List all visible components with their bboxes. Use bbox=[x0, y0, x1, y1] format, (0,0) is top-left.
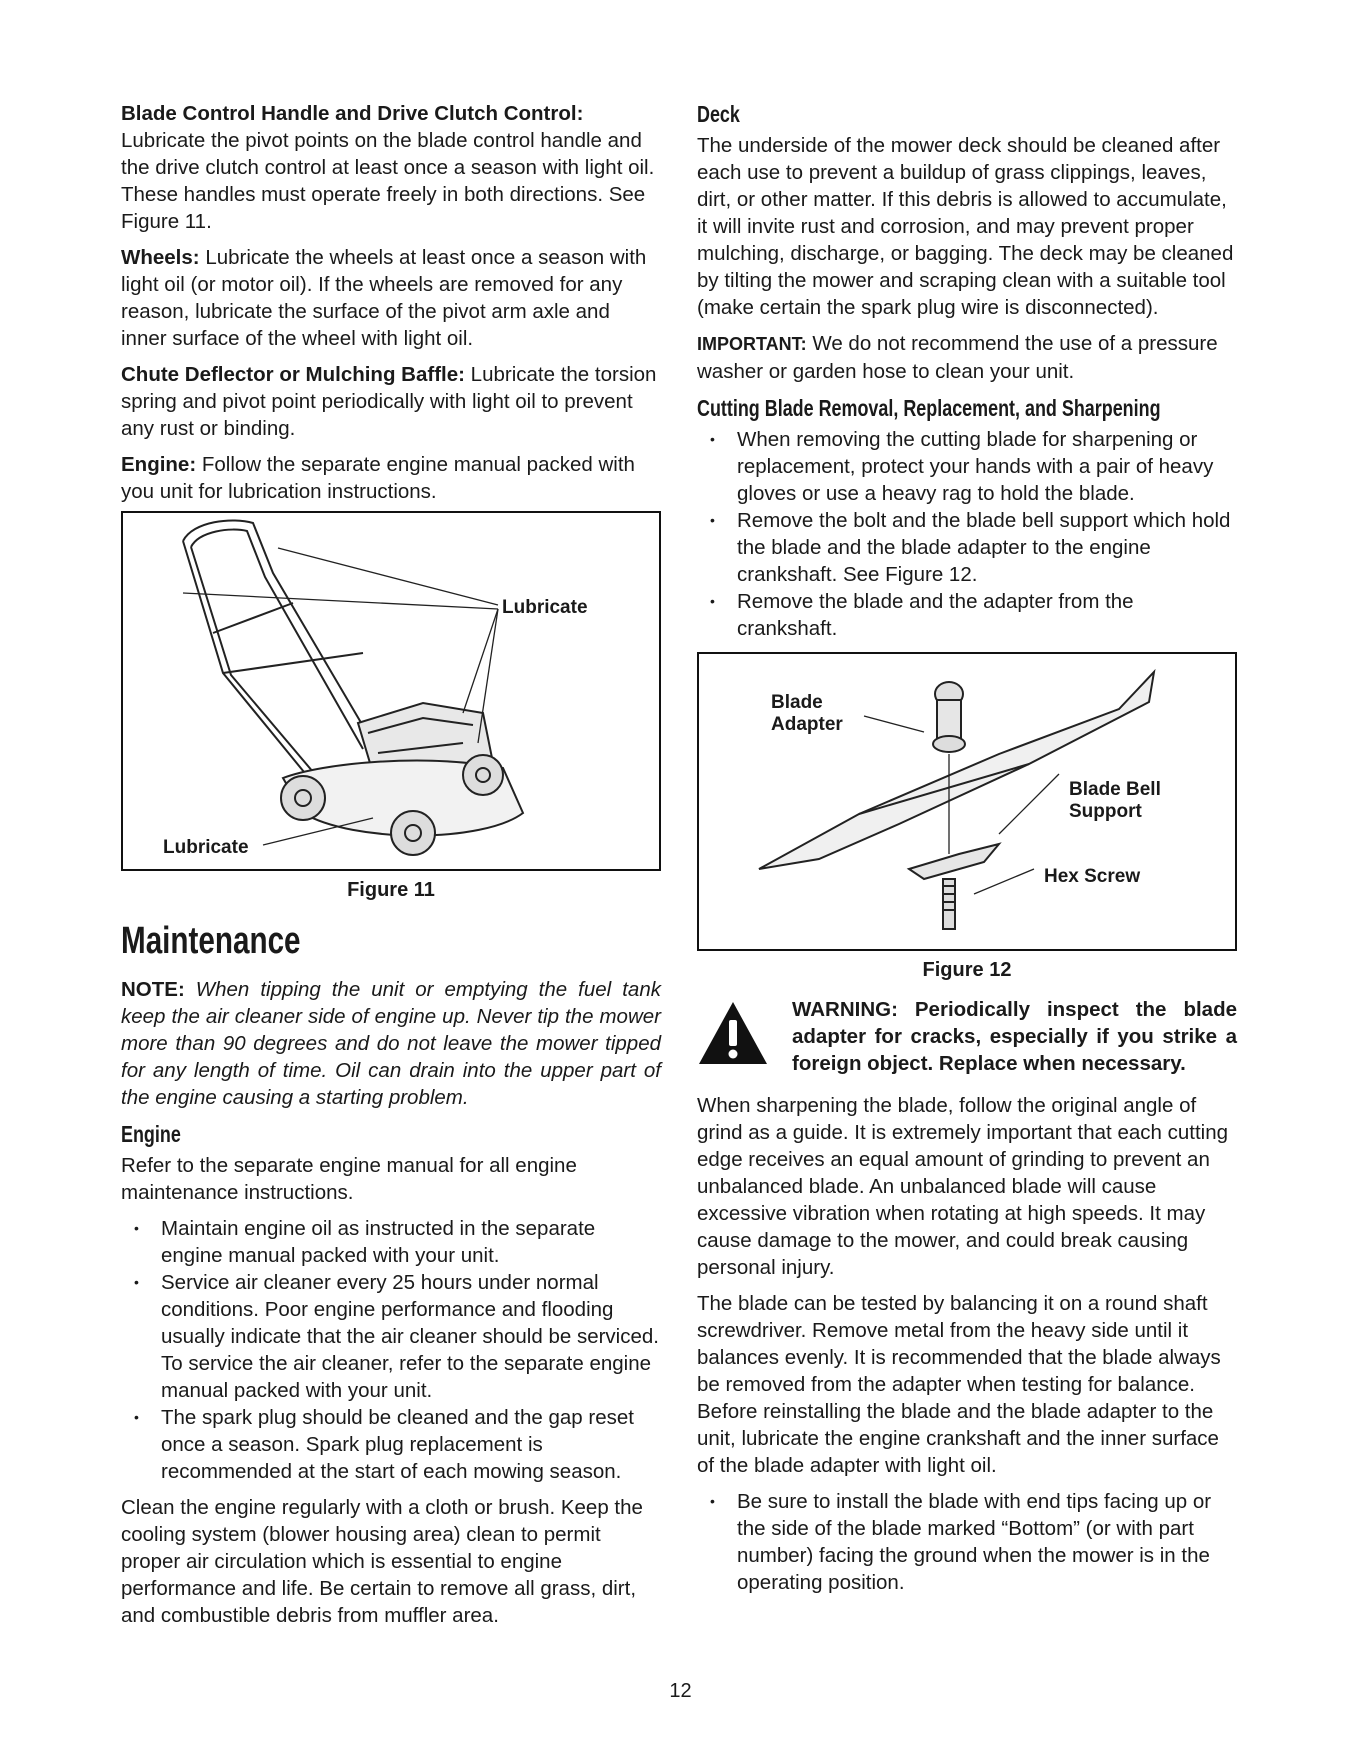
list-item: • When removing the cutting blade for sharpening or replacement, protect your hands with a pair of heavy gloves or use a heavy rag to hold the blade. bbox=[697, 426, 1237, 507]
note-paragraph bbox=[121, 976, 661, 1111]
blade-adapter-label-line1: Blade bbox=[771, 692, 823, 713]
list-item: • Service air cleaner every 25 hours under normal conditions. Poor engine performance and flooding usually indicate that the air cleaner should be serviced. To service the air cleaner, refer to the separate engine manual packed with your unit. bbox=[121, 1269, 661, 1404]
list-item: • Maintain engine oil as instructed in the separate engine manual packed with your unit. bbox=[121, 1215, 661, 1269]
paragraph-engine-lube bbox=[121, 451, 661, 505]
note-label: NOTE: bbox=[121, 978, 185, 1001]
list-item: • Remove the blade and the adapter from the crankshaft. bbox=[697, 588, 1237, 642]
list-item: • The spark plug should be cleaned and the gap reset once a season. Spark plug replacement is recommended at the start of each mowing season. bbox=[121, 1404, 661, 1485]
warning-text: WARNING: Periodically inspect the blade adapter for cracks, especially if you strike a foreign object. Replace when necessary. bbox=[792, 998, 1237, 1075]
important-label: IMPORTANT: bbox=[697, 334, 807, 354]
maintenance-heading: Maintenance bbox=[121, 920, 301, 962]
paragraph-blade-control bbox=[121, 100, 661, 235]
blade-adapter-label-line2: Adapter bbox=[771, 714, 843, 735]
hex-screw-label: Hex Screw bbox=[1044, 866, 1141, 887]
blade-bell-label-line2: Support bbox=[1069, 801, 1142, 822]
engine-lube-body: Follow the separate engine manual packed with you unit for lubrication instructions. bbox=[121, 453, 635, 503]
paragraph-chute bbox=[121, 361, 661, 442]
wheels-title: Wheels: bbox=[121, 246, 200, 269]
page-number: 12 bbox=[669, 1680, 692, 1702]
mower-illustration bbox=[123, 513, 659, 865]
engine-intro: Refer to the separate engine manual for all engine maintenance instructions. bbox=[121, 1154, 577, 1204]
blade-heading: Cutting Blade Removal, Replacement, and Sharpening bbox=[697, 395, 1161, 421]
engine-heading: Engine bbox=[121, 1121, 181, 1147]
figure-11-mower bbox=[121, 511, 661, 871]
engine-lube-title: Engine: bbox=[121, 453, 197, 476]
blade-bell-label-line1: Blade Bell bbox=[1069, 779, 1161, 800]
warning-triangle-icon bbox=[697, 1000, 769, 1066]
blade-adapter-label bbox=[771, 692, 843, 736]
list-item: • Be sure to install the blade with end tips facing up or the side of the blade marked “Bottom” (or with part number) facing the ground when the mower is in the operating position. bbox=[697, 1488, 1237, 1596]
figure-12-caption: Figure 12 bbox=[922, 959, 1012, 981]
blade-bell-support-label bbox=[1069, 779, 1161, 823]
engine-bullet-list bbox=[121, 1215, 661, 1485]
wheels-body: Lubricate the wheels at least once a season with light oil (or motor oil). If the wheels are removed for any reason, lubricate the surface of the pivot arm axle and inner surface of the wheel with light oil. bbox=[121, 246, 647, 350]
balance-paragraph: The blade can be tested by balancing it on a round shaft screwdriver. Remove metal from the heavy side until it balances evenly. It is recommended that the blade always be removed from the adapter when testing for balance. Before reinstalling the blade and the blade adapter to the unit, lubricate the engine crankshaft and the inner surface of the blade adapter with light oil. bbox=[697, 1292, 1221, 1477]
blade-control-body: Lubricate the pivot points on the blade control handle and the drive clutch control at least once a season with light oil. These handles must operate freely in both directions. See Figure 11. bbox=[121, 129, 655, 233]
blade-bullet-list bbox=[697, 426, 1237, 642]
list-item: • Remove the bolt and the blade bell support which hold the blade and the blade adapter to the engine crankshaft. See Figure 12. bbox=[697, 507, 1237, 588]
sharpen-paragraph: When sharpening the blade, follow the original angle of grind as a guide. It is extremely important that each cutting edge receives an equal amount of grinding to prevent an unbalanced blade. An unbalanced blade will cause excessive vibration when rotating at high speeds. It may cause damage to the mower, and could break causing personal injury. bbox=[697, 1094, 1228, 1279]
chute-title: Chute Deflector or Mulching Baffle: bbox=[121, 363, 465, 386]
chute-body: Lubricate the torsion spring and pivot point periodically with light oil to prevent any rust or binding. bbox=[121, 363, 657, 440]
right-column bbox=[697, 100, 1237, 1605]
deck-heading: Deck bbox=[697, 101, 740, 127]
important-paragraph bbox=[697, 330, 1237, 385]
figure-12-blade bbox=[697, 652, 1237, 951]
deck-body: The underside of the mower deck should be cleaned after each use to prevent a buildup of grass clippings, leaves, dirt, or other matter. If this debris is allowed to accumulate, it will invite rust and corrosion, and may prevent proper mulching, discharge, or bagging. The deck may be cleaned by tilting the mower and scraping clean with a suitable tool (make certain the spark plug wire is disconnected). bbox=[697, 134, 1234, 319]
paragraph-wheels bbox=[121, 244, 661, 352]
left-column bbox=[121, 100, 661, 1638]
blade-control-title: Blade Control Handle and Drive Clutch Control: bbox=[121, 102, 584, 125]
lubricate-label-top: Lubricate bbox=[502, 597, 588, 618]
lubricate-label-bottom: Lubricate bbox=[163, 837, 249, 858]
note-body: When tipping the unit or emptying the fuel tank keep the air cleaner side of engine up. Never tip the mower more than 90 degrees and do not leave the mower tipped for any length of time. Oil can drain into the upper part of the engine causing a starting problem. bbox=[121, 978, 661, 1109]
engine-clean-paragraph: Clean the engine regularly with a cloth or brush. Keep the cooling system (blower housing area) clean to permit proper air circulation which is essential to engine performance and life. Be certain to remove all grass, dirt, and combustible debris from muffler area. bbox=[121, 1496, 643, 1627]
warning-block bbox=[697, 996, 1237, 1080]
important-body: We do not recommend the use of a pressure washer or garden hose to clean your unit. bbox=[697, 332, 1218, 383]
install-bullet-list bbox=[697, 1488, 1237, 1596]
figure-11-caption: Figure 11 bbox=[347, 879, 435, 901]
